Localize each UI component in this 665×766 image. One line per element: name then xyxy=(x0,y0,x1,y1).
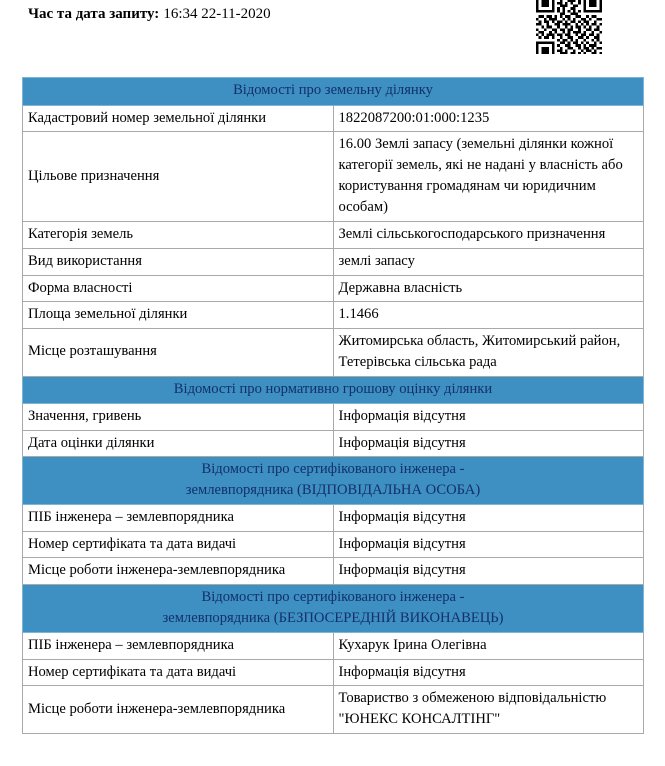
request-datetime xyxy=(28,4,271,24)
row-value-responsible-workplace: Інформація відсутня xyxy=(333,558,644,585)
section-header-cell xyxy=(23,376,644,404)
qr-code-icon xyxy=(536,0,602,54)
row-value-responsible-certificate: Інформація відсутня xyxy=(333,531,644,558)
row-label-executor-workplace: Місце роботи інженера-землевпорядника xyxy=(23,686,334,734)
table-row xyxy=(23,249,644,276)
row-value-valuation-amount: Інформація відсутня xyxy=(333,404,644,431)
row-label-area: Площа земельної ділянки xyxy=(23,302,334,329)
table-row xyxy=(23,633,644,660)
section-title-line: землевпорядника (БЕЗПОСЕРЕДНІЙ ВИКОНАВЕЦЬ) xyxy=(162,609,504,626)
row-label-executor-engineer-name: ПІБ інженера – землевпорядника xyxy=(23,633,334,660)
section-header-land-parcel xyxy=(23,78,644,106)
table-row xyxy=(23,430,644,457)
section-header-executing-engineer xyxy=(23,585,644,633)
row-value-valuation-date: Інформація відсутня xyxy=(333,430,644,457)
section-header-cell xyxy=(23,78,644,106)
row-label-valuation-amount: Значення, гривень xyxy=(23,404,334,431)
table-row xyxy=(23,275,644,302)
section-header-cell xyxy=(23,457,644,505)
row-label-responsible-workplace: Місце роботи інженера-землевпорядника xyxy=(23,558,334,585)
table-row xyxy=(23,328,644,376)
row-label-responsible-engineer-name: ПІБ інженера – землевпорядника xyxy=(23,505,334,532)
row-value-land-category: Землі сільськогосподарського призначення xyxy=(333,222,644,249)
table-row xyxy=(23,505,644,532)
table-body xyxy=(23,78,644,734)
section-title-line: Відомості про нормативно грошову оцінку ділянки xyxy=(173,380,493,397)
table-row xyxy=(23,105,644,132)
row-label-land-category: Категорія земель xyxy=(23,222,334,249)
table-row xyxy=(23,531,644,558)
land-parcel-info-table xyxy=(22,77,644,734)
row-label-location: Місце розташування xyxy=(23,328,334,376)
row-value-area: 1.1466 xyxy=(333,302,644,329)
section-header-monetary-valuation xyxy=(23,376,644,404)
table-row xyxy=(23,404,644,431)
request-datetime-label: Час та дата запиту: xyxy=(28,6,160,22)
section-header-responsible-engineer xyxy=(23,457,644,505)
row-value-executor-engineer-name: Кухарук Ірина Олегівна xyxy=(333,633,644,660)
table-row xyxy=(23,302,644,329)
section-title-line: Відомості про земельну ділянку xyxy=(233,82,433,98)
row-value-executor-workplace: Товариство з обмеженою відповідальністю "ЮНЕКС КОНСАЛТІНГ" xyxy=(333,686,644,734)
row-label-usage-type: Вид використання xyxy=(23,249,334,276)
row-label-ownership-form: Форма власності xyxy=(23,275,334,302)
section-title-line: землевпорядника (ВІДПОВІДАЛЬНА ОСОБА) xyxy=(185,481,481,498)
table-row xyxy=(23,659,644,686)
table-row xyxy=(23,558,644,585)
row-value-executor-certificate: Інформація відсутня xyxy=(333,659,644,686)
table-row xyxy=(23,686,644,734)
qr-code xyxy=(536,0,602,54)
request-datetime-value: 16:34 22-11-2020 xyxy=(163,6,271,22)
section-header-cell xyxy=(23,585,644,633)
row-value-location: Житомирська область, Житомирський район, Тетерівська сільська рада xyxy=(333,328,644,376)
section-title-line: Відомості про сертифікованого інженера - xyxy=(201,589,465,605)
row-value-usage-type: землі запасу xyxy=(333,249,644,276)
table-row xyxy=(23,222,644,249)
row-label-responsible-certificate: Номер сертифіката та дата видачі xyxy=(23,531,334,558)
section-title-line: Відомості про сертифікованого інженера - xyxy=(201,461,465,477)
row-label-executor-certificate: Номер сертифіката та дата видачі xyxy=(23,659,334,686)
row-value-cadastral-number: 1822087200:01:000:1235 xyxy=(333,105,644,132)
row-label-purpose: Цільове призначення xyxy=(23,132,334,222)
row-value-responsible-engineer-name: Інформація відсутня xyxy=(333,505,644,532)
row-value-purpose: 16.00 Землі запасу (земельні ділянки кожної категорії земель, які не надані у власність або користування громадянам чи юридичним особам) xyxy=(333,132,644,222)
row-label-cadastral-number: Кадастровий номер земельної ділянки xyxy=(23,105,334,132)
table-row xyxy=(23,132,644,222)
row-label-valuation-date: Дата оцінки ділянки xyxy=(23,430,334,457)
row-value-ownership-form: Державна власність xyxy=(333,275,644,302)
